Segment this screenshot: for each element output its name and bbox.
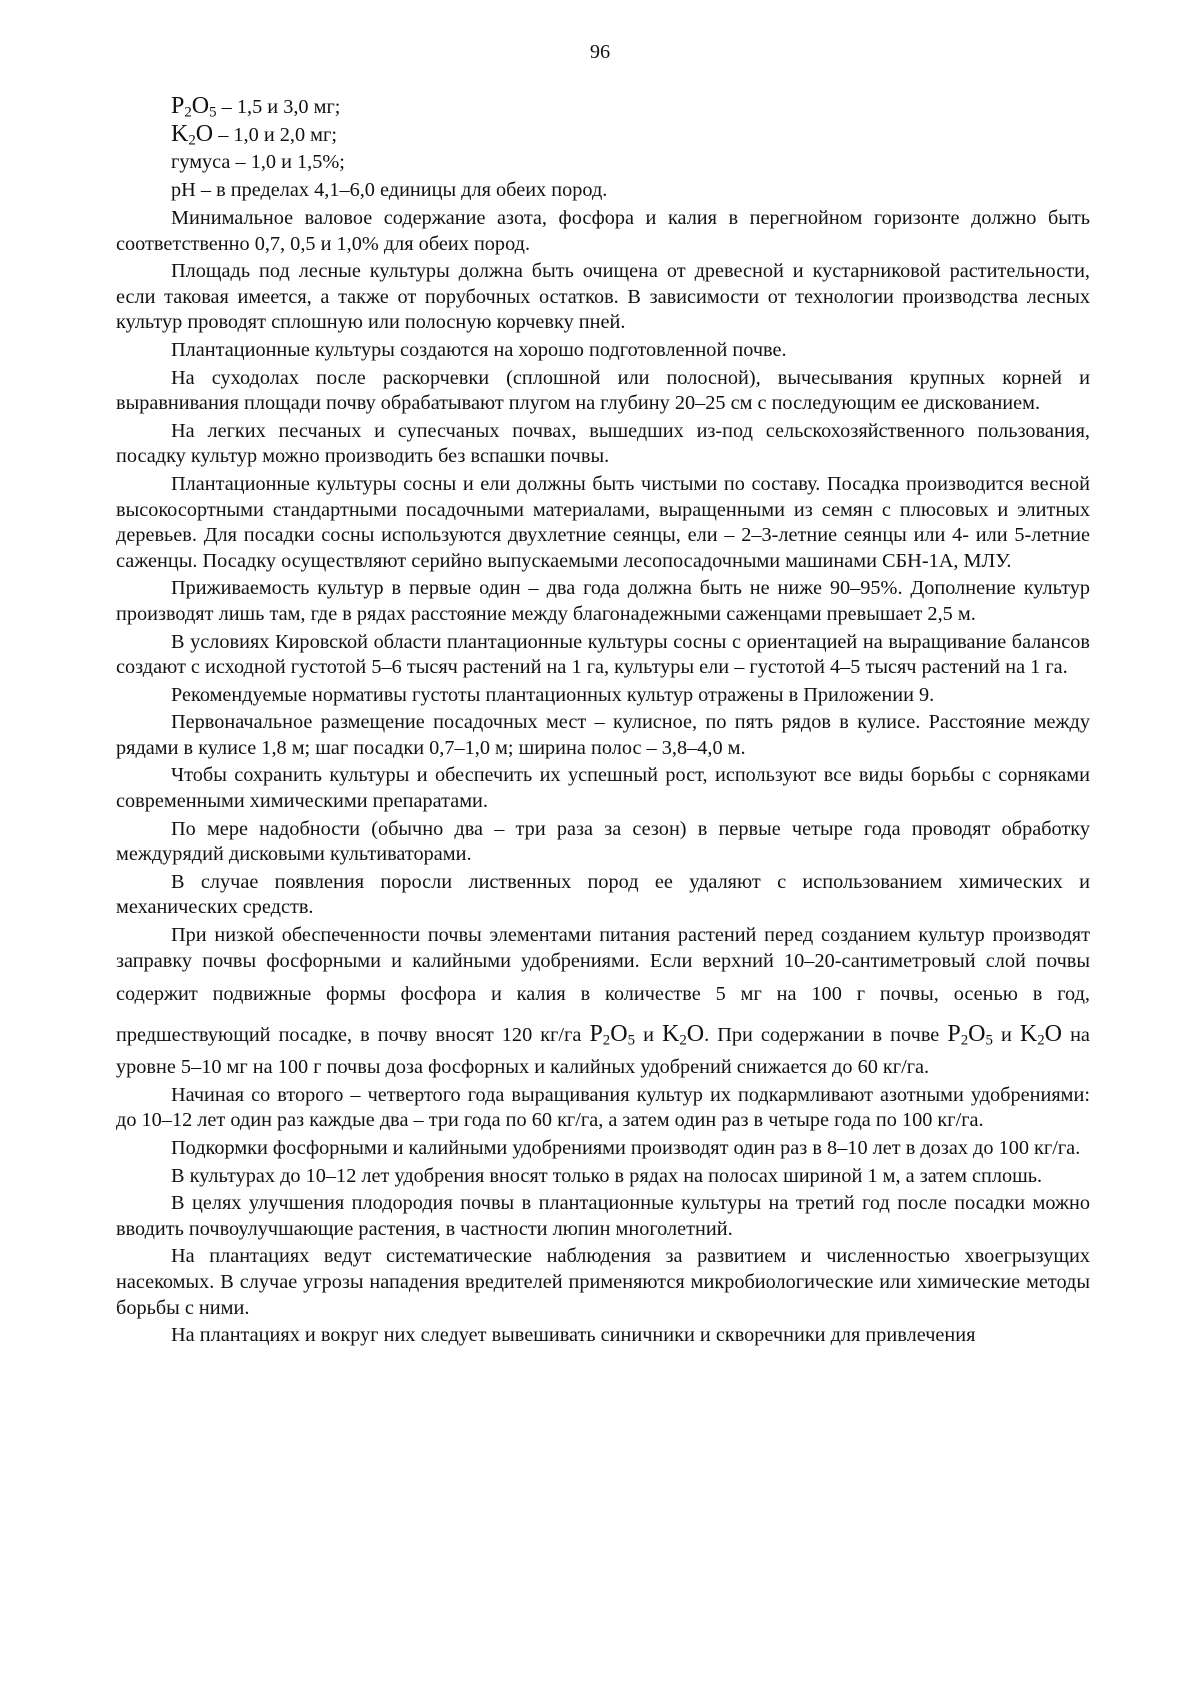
paragraph: Приживаемость культур в первые один – два года должна быть не ниже 90–95%. Дополнение культур производят лишь там, где в рядах расстояние между благонадежными саженцами превышает 2,5 м. (116, 577, 1090, 625)
paragraph: Плантационные культуры сосны и ели должны быть чистыми по составу. Посадка производится весной высокосортными стандартными посадочными материалами, выращенными из семян с плюсовых и элитных деревьев. Для посадки сосны используются двухлетние сеянцы, ели – 2–3-летние сеянцы или 4- или 5-летние саженцы. Посадку осуществляют серийно выпускаемыми лесопосадочными машинами СБН-1А, МЛУ. (116, 472, 1090, 572)
paragraph: На плантациях ведут систематические наблюдения за развитием и численностью хвоегрызущих насекомых. В случае угрозы нападения вредителей применяются микробиологические или химические методы борьбы с ними. (116, 1245, 1090, 1319)
paragraph: На плантациях и вокруг них следует вывешивать синичники и скворечники для привлечения (171, 1324, 976, 1347)
paragraph: В условиях Кировской области плантационные культуры сосны с ориентацией на выращивание балансов создают с исходной густотой 5–6 тысяч растений на 1 га, культуры ели – густотой 4–5 тысяч растений на 1 га. (116, 630, 1090, 679)
paragraph: В случае появления поросли лиственных пород ее удаляют с использованием химических и механических средств. (116, 870, 1090, 919)
p2o5-norm-line: $P_2O_5 - 1,5$ и 3,0 мг; (171, 93, 341, 121)
paragraph: Подкормки фосфорными и калийными удобрениями производят один раз в 8–10 лет в дозах до 100 кг/га. (171, 1137, 1081, 1159)
paragraph: Первоначальное размещение посадочных мест – кулисное, по пять рядов в кулисе. Расстояние между рядами в кулисе 1,8 м; шаг посадки 0,7–1,0 м; ширина полос – 3,8–4,0 м. (116, 711, 1090, 759)
humus-norm-line: гумуса – 1,0 и 1,5%; (171, 151, 345, 173)
paragraph: В целях улучшения плодородия почвы в плантационные культуры на третий год после посадки можно вводить почвоулучшающие растения, в частности люпин многолетний. (116, 1192, 1090, 1240)
paragraph: На легких песчаных и супесчаных почвах, вышедших из-под сельскохозяйственного пользования, посадку культур можно производить без вспашки почвы. (116, 419, 1090, 468)
paragraph: В культурах до 10–12 лет удобрения вносят только в рядах на полосах шириной 1 м, а затем сплошь. (171, 1164, 1043, 1187)
paragraph: По мере надобности (обычно два – три раза за сезон) в первые четыре года проводят обработку междурядий дисковыми культиваторами. (116, 817, 1090, 866)
ph-norm-line: pH – в пределах 4,1–6,0 единицы для обеих пород. (171, 179, 608, 201)
paragraph: Площадь под лесные культуры должна быть очищена от древесной и кустарниковой растительности, если таковая имеется, а также от порубочных остатков. В зависимости от технологии производства лесных культур проводят сплошную или полосную корчевку пней. (116, 260, 1090, 334)
p2o5-formula: $P_2O_5$ (947, 1021, 993, 1049)
p2o5-formula: $P_2O_5$ (171, 93, 217, 121)
k2o-formula: $K_2O$ (661, 1021, 705, 1049)
page-number: 96 (589, 41, 611, 63)
paragraph: Чтобы сохранить культуры и обеспечить их успешный рост, используют все виды борьбы с сорняками современными химическими препаратами. (116, 764, 1090, 813)
k2o-formula: $K_2O$ (1019, 1021, 1063, 1049)
k2o-formula: $K_2O$ (171, 121, 214, 149)
page-content (116, 92, 1090, 1351)
p2o5-formula: $P_2O_5$ (589, 1021, 636, 1049)
k2o-norm-line: $K_2O - 1,0$ и 2,0 мг; (171, 121, 337, 149)
paragraph: Плантационные культуры создаются на хорошо подготовленной почве. (171, 338, 787, 361)
paragraph: Минимальное валовое содержание азота, фосфора и калия в перегнойном горизонте должно быть соответственно 0,7, 0,5 и 1,0% для обеих пород. (116, 207, 1090, 255)
paragraph: Рекомендуемые нормативы густоты плантационных культур отражены в Приложении 9. (171, 683, 935, 706)
paragraph: На суходолах после раскорчевки (сплошной или полосной), вычесывания крупных корней и выравнивания площади почву обрабатывают плугом на глубину 20–25 см с последующим ее дискованием. (116, 366, 1090, 415)
fertilization-paragraph: При низкой обеспеченности почвы элементами питания растений перед созданием культур производят заправку почвы фосфорными и калийными удобрениями. Если верхний 10–20-сантиметровый слой почвы содержит подвижные формы фосфора и калия в количестве 5 мг на 100 г почвы, осенью в год, предшествующий посадке, в почву вносят 120 кг/га $P_2O_5$ и $K_2O$. При содержании в почве $P_2O_5$ и $K_2O$ на уровне 5–10 мг на 100 г почвы доза фосфорных и калийных удобрений снижается до 60 кг/га. (116, 924, 1090, 1079)
paragraph: Начиная со второго – четвертого года выращивания культур их подкармливают азотными удобрениями: до 10–12 лет один раз каждые два – три года по 60 кг/га, а затем один раз в четыре года по 100 кг/га. (116, 1083, 1090, 1132)
